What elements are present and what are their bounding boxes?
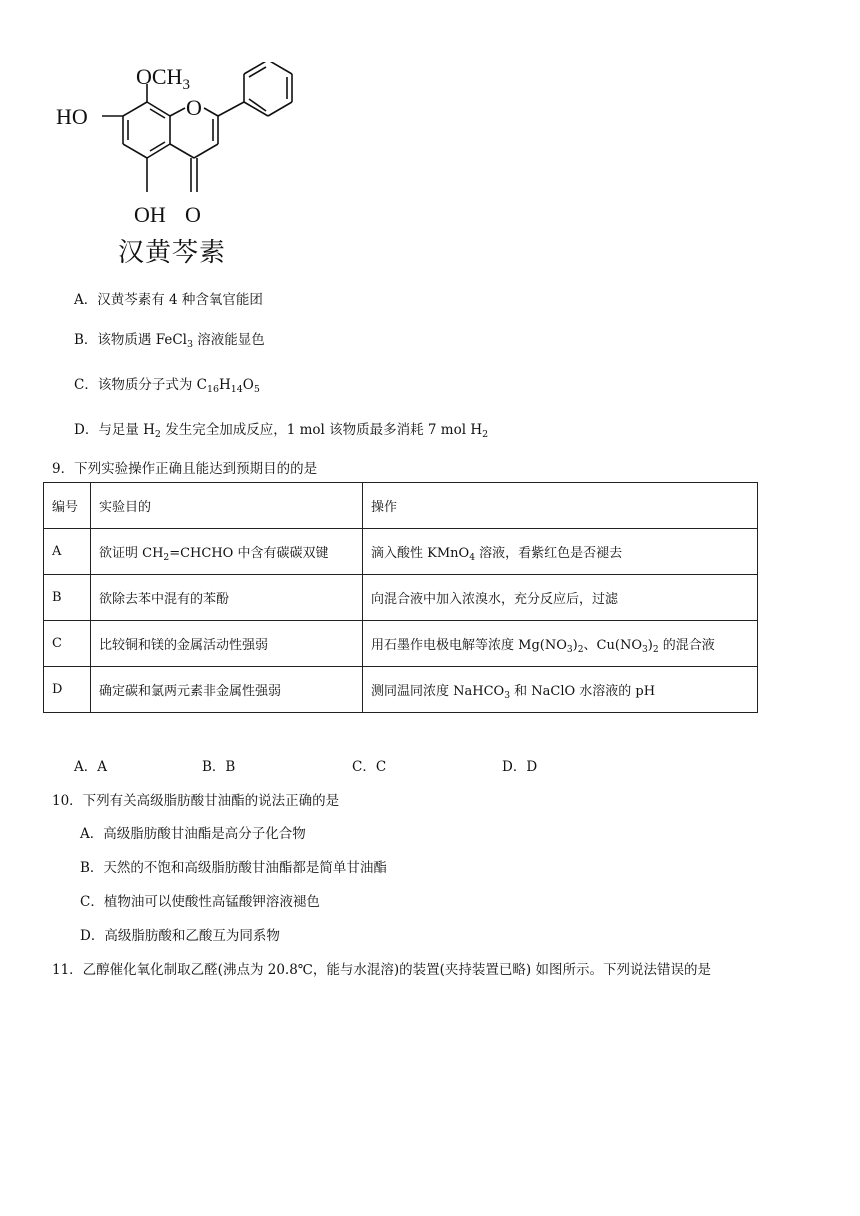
row-purpose: 欲证明 $CH_2=CHCHO$ 中含有碳碳双键 (91, 529, 363, 575)
row-operation: 用石墨作电极电解等浓度 $Mg(NO_3)_2$、$Cu(NO_3)_2$ 的混合液 (363, 621, 758, 667)
q8-option-c: C．该物质分子式为 $C_{16}H_{14}O_5$ (74, 377, 260, 395)
row-purpose: 比较铜和镁的金属活动性强弱 (91, 621, 363, 667)
table-row (44, 621, 758, 667)
row-operation: 向混合液中加入浓溴水，充分反应后，过滤 (363, 575, 758, 621)
hanhuangqinsu-structure (50, 62, 310, 232)
q9-stem: 9．下列实验操作正确且能达到预期目的的是 (52, 461, 318, 477)
q9-answer-c: C．C (352, 759, 387, 775)
row-id: D (44, 667, 91, 713)
ring-oxygen-label: O (186, 95, 202, 120)
q8-option-d: D．与足量 $H_2$ 发生完全加成反应，1 mol 该物质最多消耗 7 mol $H_2$ (74, 422, 489, 440)
q10-stem: 10．下列有关高级脂肪酸甘油酯的说法正确的是 (52, 793, 340, 809)
q8-option-a: A．汉黄芩素有 4 种含氧官能团 (74, 292, 263, 308)
q8-option-b: B．该物质遇 FeCl$_3$ 溶液能显色 (74, 332, 265, 350)
table-row (44, 529, 758, 575)
hydroxy-bottom-label: OH (134, 202, 166, 227)
header-purpose: 实验目的 (91, 483, 363, 529)
q11-stem: 11．乙醇催化氧化制取乙醛(沸点为 20.8℃，能与水混溶)的装置(夹持装置已略) 如图所示。下列说法错误的是 (52, 962, 711, 978)
table-row (44, 667, 758, 713)
row-operation: 滴入酸性 KMnO$_4$ 溶液，看紫红色是否褪去 (363, 529, 758, 575)
q9-answer-d: D．D (502, 759, 538, 775)
q9-table (43, 482, 758, 713)
table-row (44, 575, 758, 621)
header-operation: 操作 (363, 483, 758, 529)
row-id: A (44, 529, 91, 575)
carbonyl-oxygen-label: O (185, 202, 201, 227)
row-purpose: 欲除去苯中混有的苯酚 (91, 575, 363, 621)
row-id: B (44, 575, 91, 621)
table-header-row (44, 483, 758, 529)
q9-answer-a: A．A (74, 759, 107, 775)
q9-answer-b: B．B (202, 759, 236, 775)
q10-option-b: B．天然的不饱和高级脂肪酸甘油酯都是简单甘油酯 (80, 860, 387, 876)
row-id: C (44, 621, 91, 667)
molecule-caption: 汉黄芩素 (118, 238, 227, 268)
q10-option-d: D．高级脂肪酸和乙酸互为同系物 (80, 928, 280, 944)
header-id: 编号 (44, 483, 91, 529)
row-operation: 测同温同浓度 NaHCO$_3$ 和 NaClO 水溶液的 pH (363, 667, 758, 713)
hydroxy-left-label: HO (56, 104, 88, 129)
q10-option-a: A．高级脂肪酸甘油酯是高分子化合物 (80, 826, 306, 842)
methoxy-label: $OCH_3$ (136, 64, 190, 93)
q10-option-c: C．植物油可以使酸性高锰酸钾溶液褪色 (80, 894, 320, 910)
row-purpose: 确定碳和氯两元素非金属性强弱 (91, 667, 363, 713)
